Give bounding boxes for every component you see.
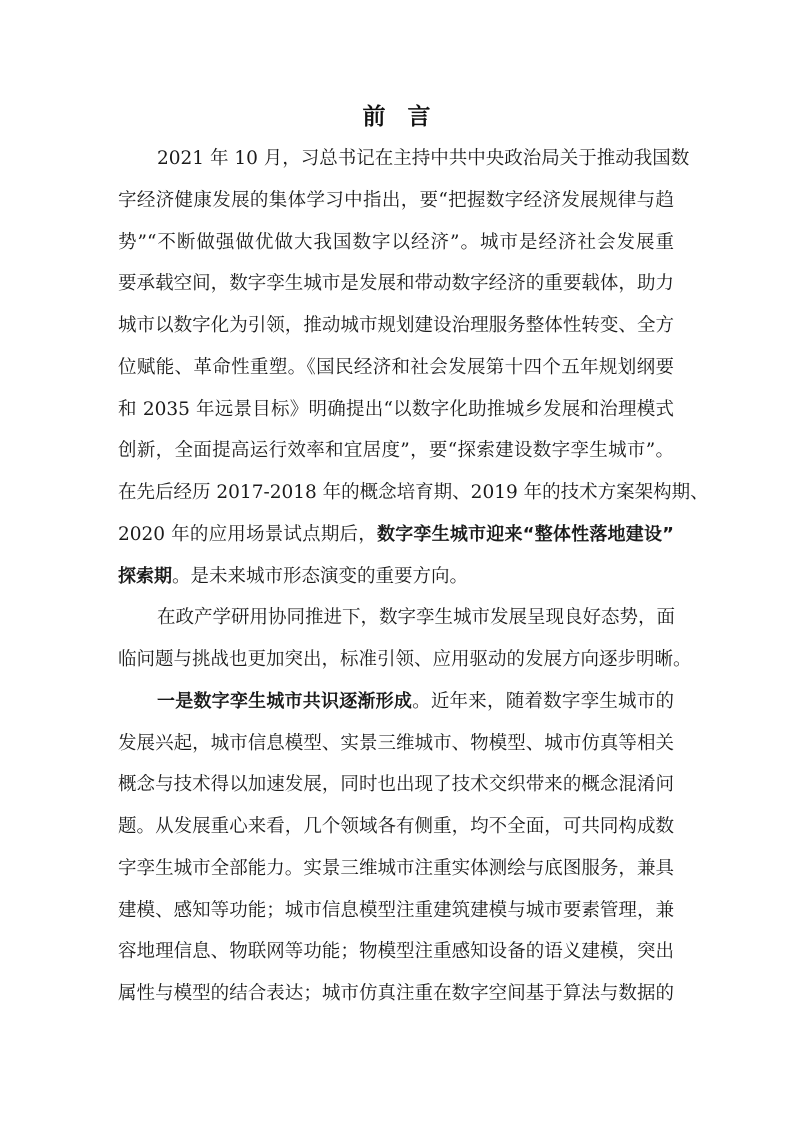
document-body <box>118 138 709 1015</box>
text-run: 。是未来城市形态演变的重要方向。 <box>172 565 469 587</box>
text-line: 要承载空间，数字孪生城市是发展和带动数字经济的重要载体，助力 <box>118 273 674 295</box>
text-line <box>118 514 674 556</box>
text-line: 势”“不断做强做优做大我国数字以经济”。城市是经济社会发展重 <box>118 231 674 253</box>
text-line: 字孪生城市全部能力。实景三维城市注重实体测绘与底图服务，兼具 <box>118 857 674 879</box>
text-line: 题。从发展重心来看，几个领域各有侧重，均不全面，可共同构成数 <box>118 816 674 837</box>
text-line <box>118 681 674 723</box>
paragraph-2 <box>118 597 692 681</box>
text-line: 字经济健康发展的集体学习中指出，要“把握数字经济发展规律与趋 <box>118 189 674 211</box>
text-line: 和 2035 年远景目标》明确提出“以数字化助推城乡发展和治理模式 <box>118 398 674 420</box>
text-line: 发展兴起，城市信息模型、实景三维城市、物模型、城市仿真等相关 <box>118 732 674 754</box>
text-line: 容地理信息、物联网等功能；物模型注重感知设备的语义建模，突出 <box>118 941 674 963</box>
text-line: 位赋能、革命性重塑。《国民经济和社会发展第十四个五年规划纲要 <box>118 356 674 378</box>
paragraph-3 <box>118 681 674 1015</box>
bold-highlight: 探索期 <box>118 565 172 587</box>
text-line: 概念与技术得以加速发展，同时也出现了技术交织带来的概念混淆问 <box>118 774 674 796</box>
text-line: 在先后经历 2017-2018 年的概念培育期、2019 年的技术方案架构期、 <box>118 482 709 503</box>
section-heading-inline: 一是数字孪生城市共识逐渐形成 <box>157 690 413 712</box>
text-line: 在政产学研用协同推进下，数字孪生城市发展呈现良好态势，面 <box>157 607 676 629</box>
paragraph-1 <box>118 138 709 597</box>
text-run: 。近年来，随着数字孪生城市的 <box>412 690 674 712</box>
text-run: 2020 年的应用场景试点期后， <box>118 523 377 545</box>
text-line: 城市以数字化为引领，推动城市规划建设治理服务整体性转变、全方 <box>118 315 674 336</box>
text-line: 属性与模型的结合表达；城市仿真注重在数字空间基于算法与数据的 <box>118 983 674 1004</box>
text-line: 临问题与挑战也更加突出，标准引领、应用驱动的发展方向逐步明晰。 <box>118 649 692 670</box>
text-line: 建模、感知等功能；城市信息模型注重建筑建模与城市要素管理，兼 <box>118 899 674 921</box>
text-line: 创新，全面提高运行效率和宜居度”，要“探索建设数字孪生城市”。 <box>118 440 674 462</box>
text-line: 2021 年 10 月，习总书记在主持中共中央政治局关于推动我国数 <box>157 148 690 169</box>
text-line <box>118 556 674 598</box>
bold-highlight: 数字孪生城市迎来“整体性落地建设” <box>376 523 674 545</box>
page-title: 前言 <box>362 104 453 130</box>
